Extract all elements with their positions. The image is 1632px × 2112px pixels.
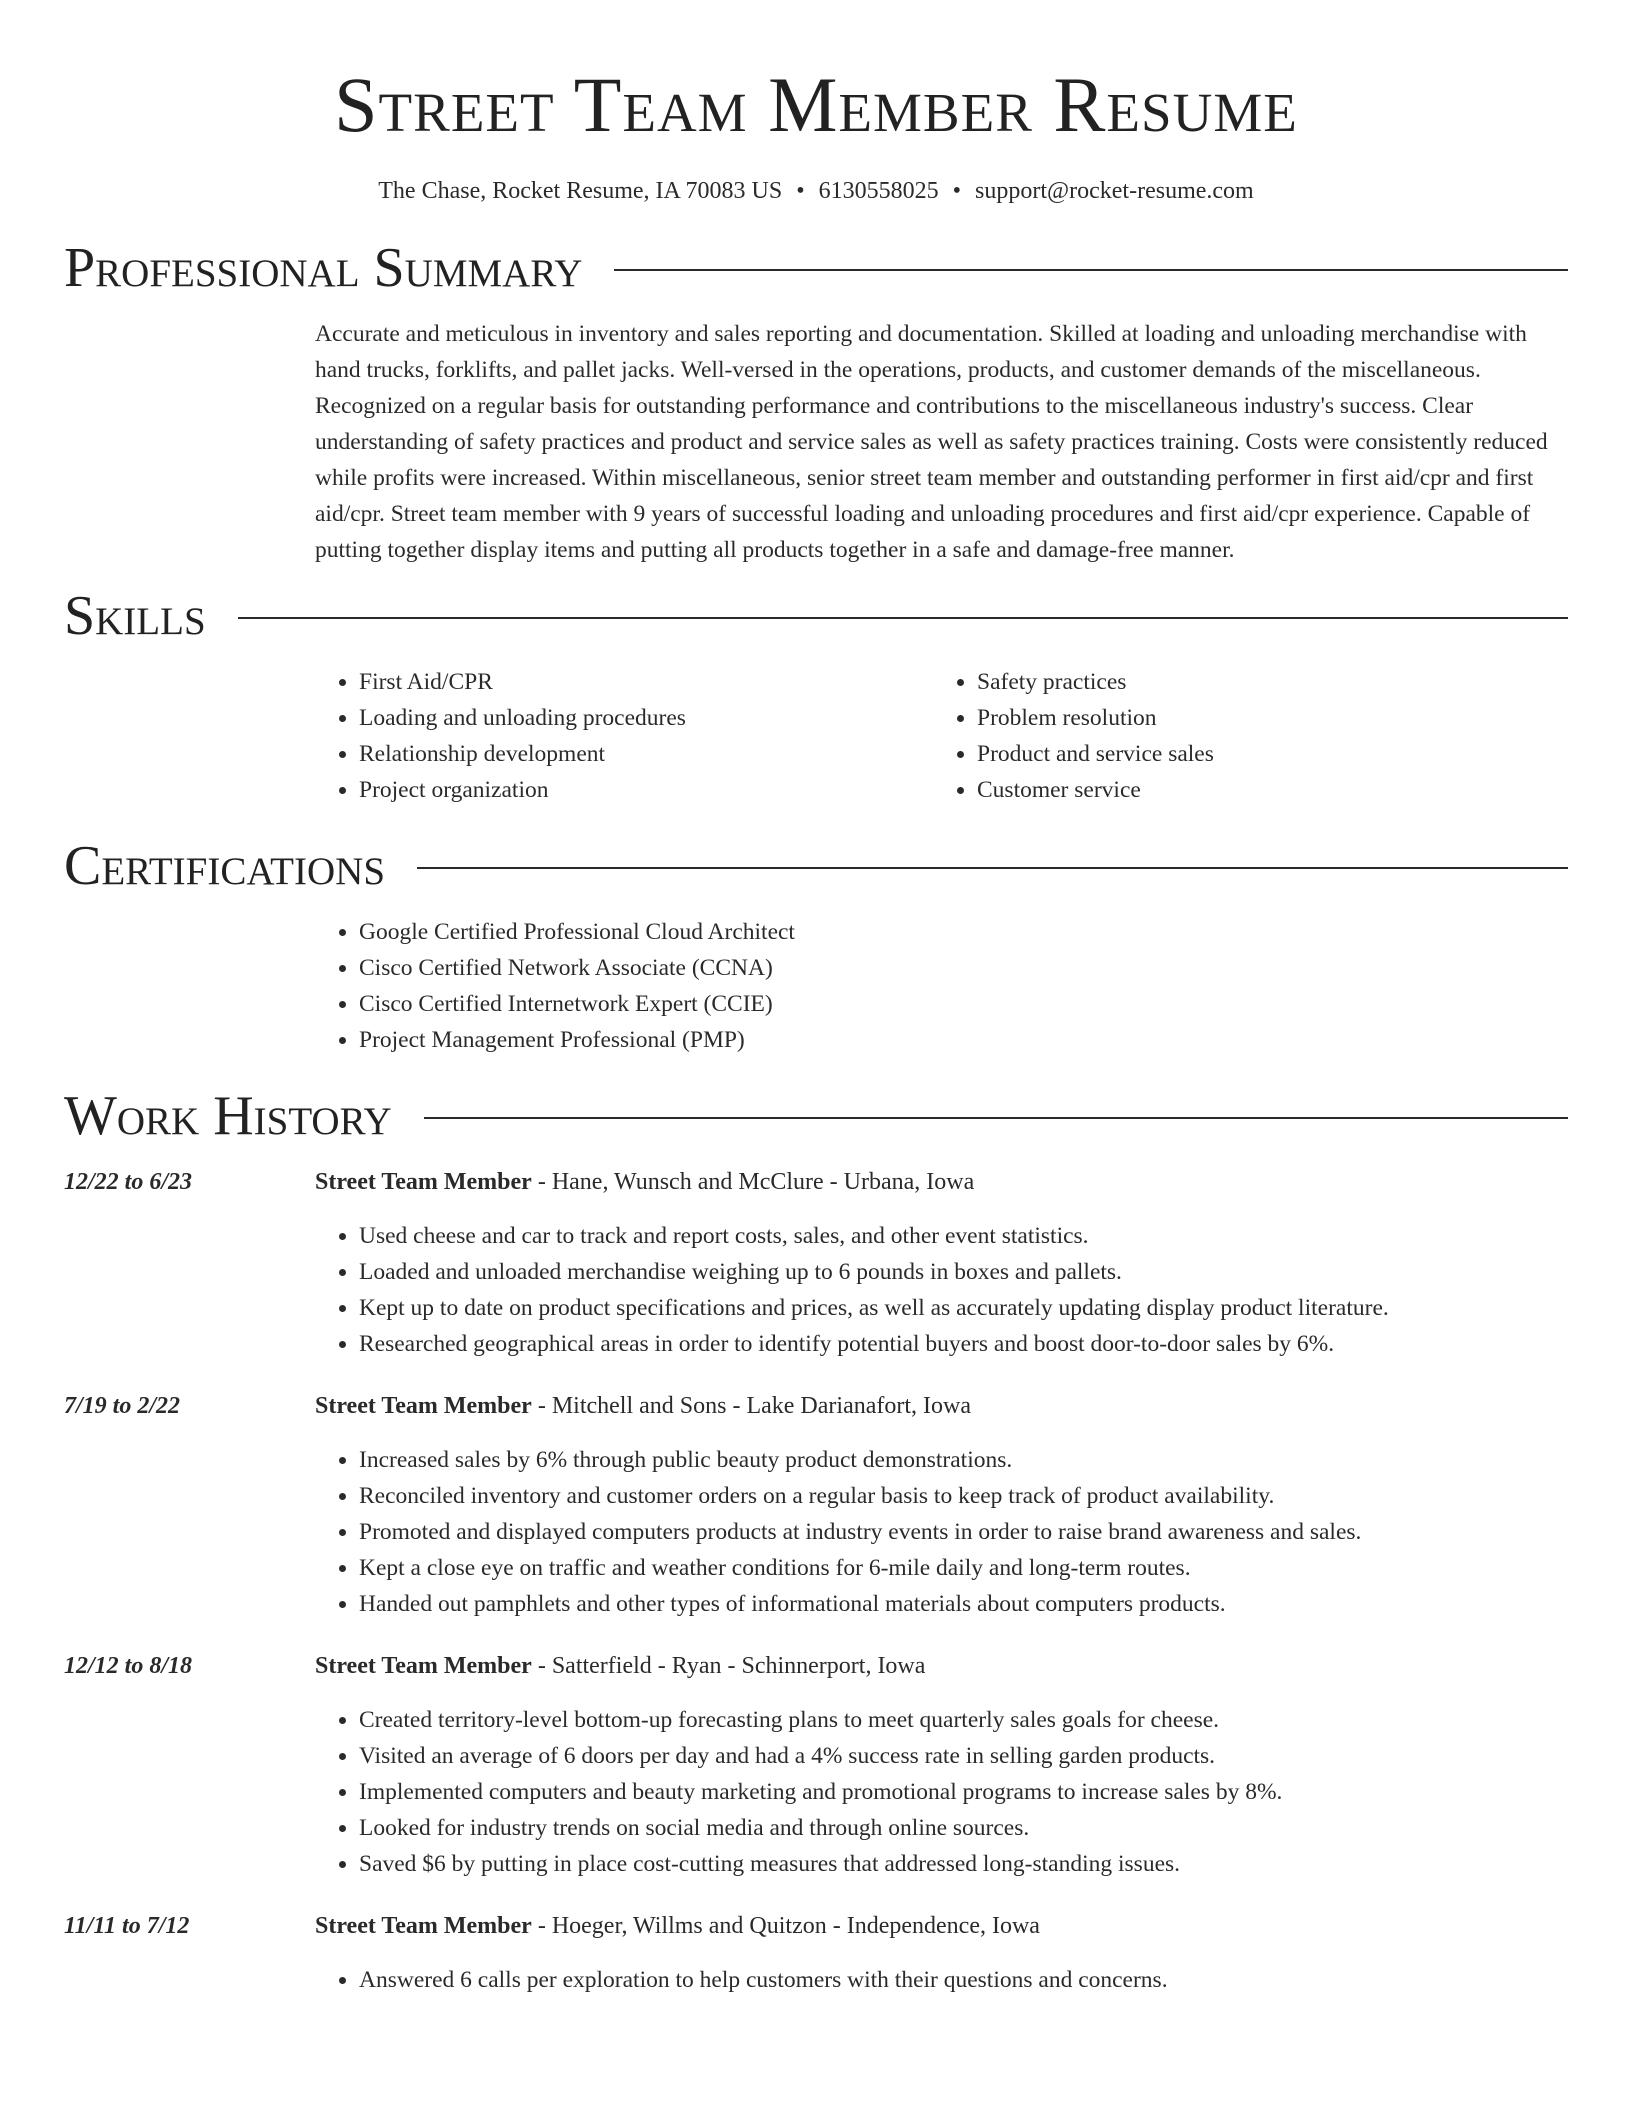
job-dates: 11/11 to 7/12 — [64, 1913, 190, 1939]
certifications-items — [315, 914, 1568, 1058]
job-header — [315, 1164, 1568, 1200]
skill-item: • Customer service — [977, 772, 1568, 808]
skills-section-header — [64, 584, 1568, 648]
job-details: - Hoeger, Willms and Quitzon - Independence, Iowa — [531, 1913, 1040, 1939]
skills-heading: Skills — [64, 585, 206, 647]
resume-title: Street Team Member Resume — [334, 61, 1298, 148]
certifications-heading: Certifications — [64, 835, 386, 897]
job-bullet: • Handed out pamphlets and other types of informational materials about computers products. — [359, 1586, 1568, 1622]
job-bullets — [315, 1218, 1568, 1362]
job-bullet: • Kept up to date on product specifications and prices, as well as accurately updating display product literature. — [359, 1290, 1568, 1326]
skill-item: • Loading and unloading procedures — [359, 700, 933, 736]
job-bullets — [315, 1442, 1568, 1622]
certification-item: • Project Management Professional (PMP) — [359, 1022, 1568, 1058]
skills-column-left — [315, 664, 933, 808]
job-details: - Satterfield - Ryan - Schinnerport, Iowa — [531, 1653, 926, 1679]
skills-list — [315, 664, 1568, 808]
job-bullet: • Answered 6 calls per exploration to help customers with their questions and concerns. — [359, 1962, 1568, 1998]
job-bullet: • Saved $6 by putting in place cost-cutting measures that addressed long-standing issues. — [359, 1846, 1568, 1882]
job-entry — [64, 1388, 1568, 1622]
section-divider — [614, 269, 1568, 271]
work-heading: Work History — [64, 1085, 392, 1147]
job-role: Street Team Member — [315, 1169, 532, 1195]
job-main — [315, 1388, 1568, 1622]
job-details: - Mitchell and Sons - Lake Darianafort, Iowa — [531, 1393, 972, 1419]
contact-address: The Chase, Rocket Resume, IA 70083 US — [378, 178, 783, 204]
job-bullet: • Promoted and displayed computers products at industry events in order to raise brand awareness and sales. — [359, 1514, 1568, 1550]
skill-item: • Safety practices — [977, 664, 1568, 700]
job-header — [315, 1648, 1568, 1684]
certification-item: • Cisco Certified Network Associate (CCNA) — [359, 950, 1568, 986]
contact-phone: 6130558025 — [818, 178, 939, 204]
job-dates: 12/22 to 6/23 — [64, 1169, 193, 1195]
contact-separator: • — [796, 178, 805, 204]
job-role: Street Team Member — [315, 1393, 532, 1419]
job-header — [315, 1908, 1568, 1944]
summary-text: Accurate and meticulous in inventory and sales reporting and documentation. Skilled at loading and unloading merchandise with hand trucks, forklifts, and pallet jacks. Well-versed in the operations, products, and customer demands of the miscellaneous. Recognized on a regular basis for outstanding performance and contributions to the miscellaneous industry's success. Clear understanding of safety practices and product and service sales as well as safety practices training. Costs were consistently reduced while profits were increased. Within miscellaneous, senior street team member and outstanding performer in first aid/cpr and first aid/cpr. Street team member with 9 years of successful loading and unloading procedures and first aid/cpr experience. Capable of putting together display items and putting all products together in a safe and damage-free manner. — [315, 321, 1548, 563]
skill-item: • Project organization — [359, 772, 933, 808]
job-role: Street Team Member — [315, 1913, 532, 1939]
job-bullet: • Visited an average of 6 doors per day and had a 4% success rate in selling garden products. — [359, 1738, 1568, 1774]
job-header — [315, 1388, 1568, 1424]
job-bullet: • Reconciled inventory and customer orders on a regular basis to keep track of product availability. — [359, 1478, 1568, 1514]
job-bullet: • Kept a close eye on traffic and weather conditions for 6-mile daily and long-term routes. — [359, 1550, 1568, 1586]
job-entry — [64, 1164, 1568, 1362]
job-bullets — [315, 1962, 1568, 1998]
job-role: Street Team Member — [315, 1653, 532, 1679]
job-main — [315, 1648, 1568, 1882]
skills-column-right — [933, 664, 1568, 808]
job-entry — [64, 1648, 1568, 1882]
certifications-list — [315, 914, 1568, 1058]
job-bullets — [315, 1702, 1568, 1882]
summary-heading: Professional Summary — [64, 237, 583, 299]
skill-item: • Product and service sales — [977, 736, 1568, 772]
work-section-header — [64, 1084, 1568, 1148]
section-divider — [424, 1117, 1568, 1119]
contact-line — [64, 176, 1568, 206]
section-divider — [238, 617, 1568, 619]
section-divider — [417, 867, 1568, 869]
contact-email: support@rocket-resume.com — [975, 178, 1254, 204]
job-main — [315, 1164, 1568, 1362]
skill-item: • Relationship development — [359, 736, 933, 772]
job-dates: 7/19 to 2/22 — [64, 1393, 181, 1419]
contact-separator: • — [952, 178, 962, 204]
certification-item: • Cisco Certified Internetwork Expert (CCIE) — [359, 986, 1568, 1022]
certification-item: • Google Certified Professional Cloud Architect — [359, 914, 1568, 950]
job-bullet: • Created territory-level bottom-up forecasting plans to meet quarterly sales goals for cheese. — [359, 1702, 1568, 1738]
summary-body — [315, 316, 1568, 568]
job-details: - Hane, Wunsch and McClure - Urbana, Iowa — [531, 1169, 975, 1195]
certifications-section-header — [64, 834, 1568, 898]
job-entry — [64, 1908, 1568, 1998]
job-dates: 12/12 to 8/18 — [64, 1653, 193, 1679]
job-bullet: • Loaded and unloaded merchandise weighing up to 6 pounds in boxes and pallets. — [359, 1254, 1568, 1290]
skill-item: • First Aid/CPR — [359, 664, 933, 700]
job-bullet: • Researched geographical areas in order to identify potential buyers and boost door-to-door sales by 6%. — [359, 1326, 1568, 1362]
job-bullet: • Implemented computers and beauty marketing and promotional programs to increase sales by 8%. — [359, 1774, 1568, 1810]
skill-item: • Problem resolution — [977, 700, 1568, 736]
job-bullet: • Used cheese and car to track and report costs, sales, and other event statistics. — [359, 1218, 1568, 1254]
job-main — [315, 1908, 1568, 1998]
job-bullet: • Increased sales by 6% through public beauty product demonstrations. — [359, 1442, 1568, 1478]
job-bullet: • Looked for industry trends on social media and through online sources. — [359, 1810, 1568, 1846]
summary-section-header — [64, 236, 1568, 300]
